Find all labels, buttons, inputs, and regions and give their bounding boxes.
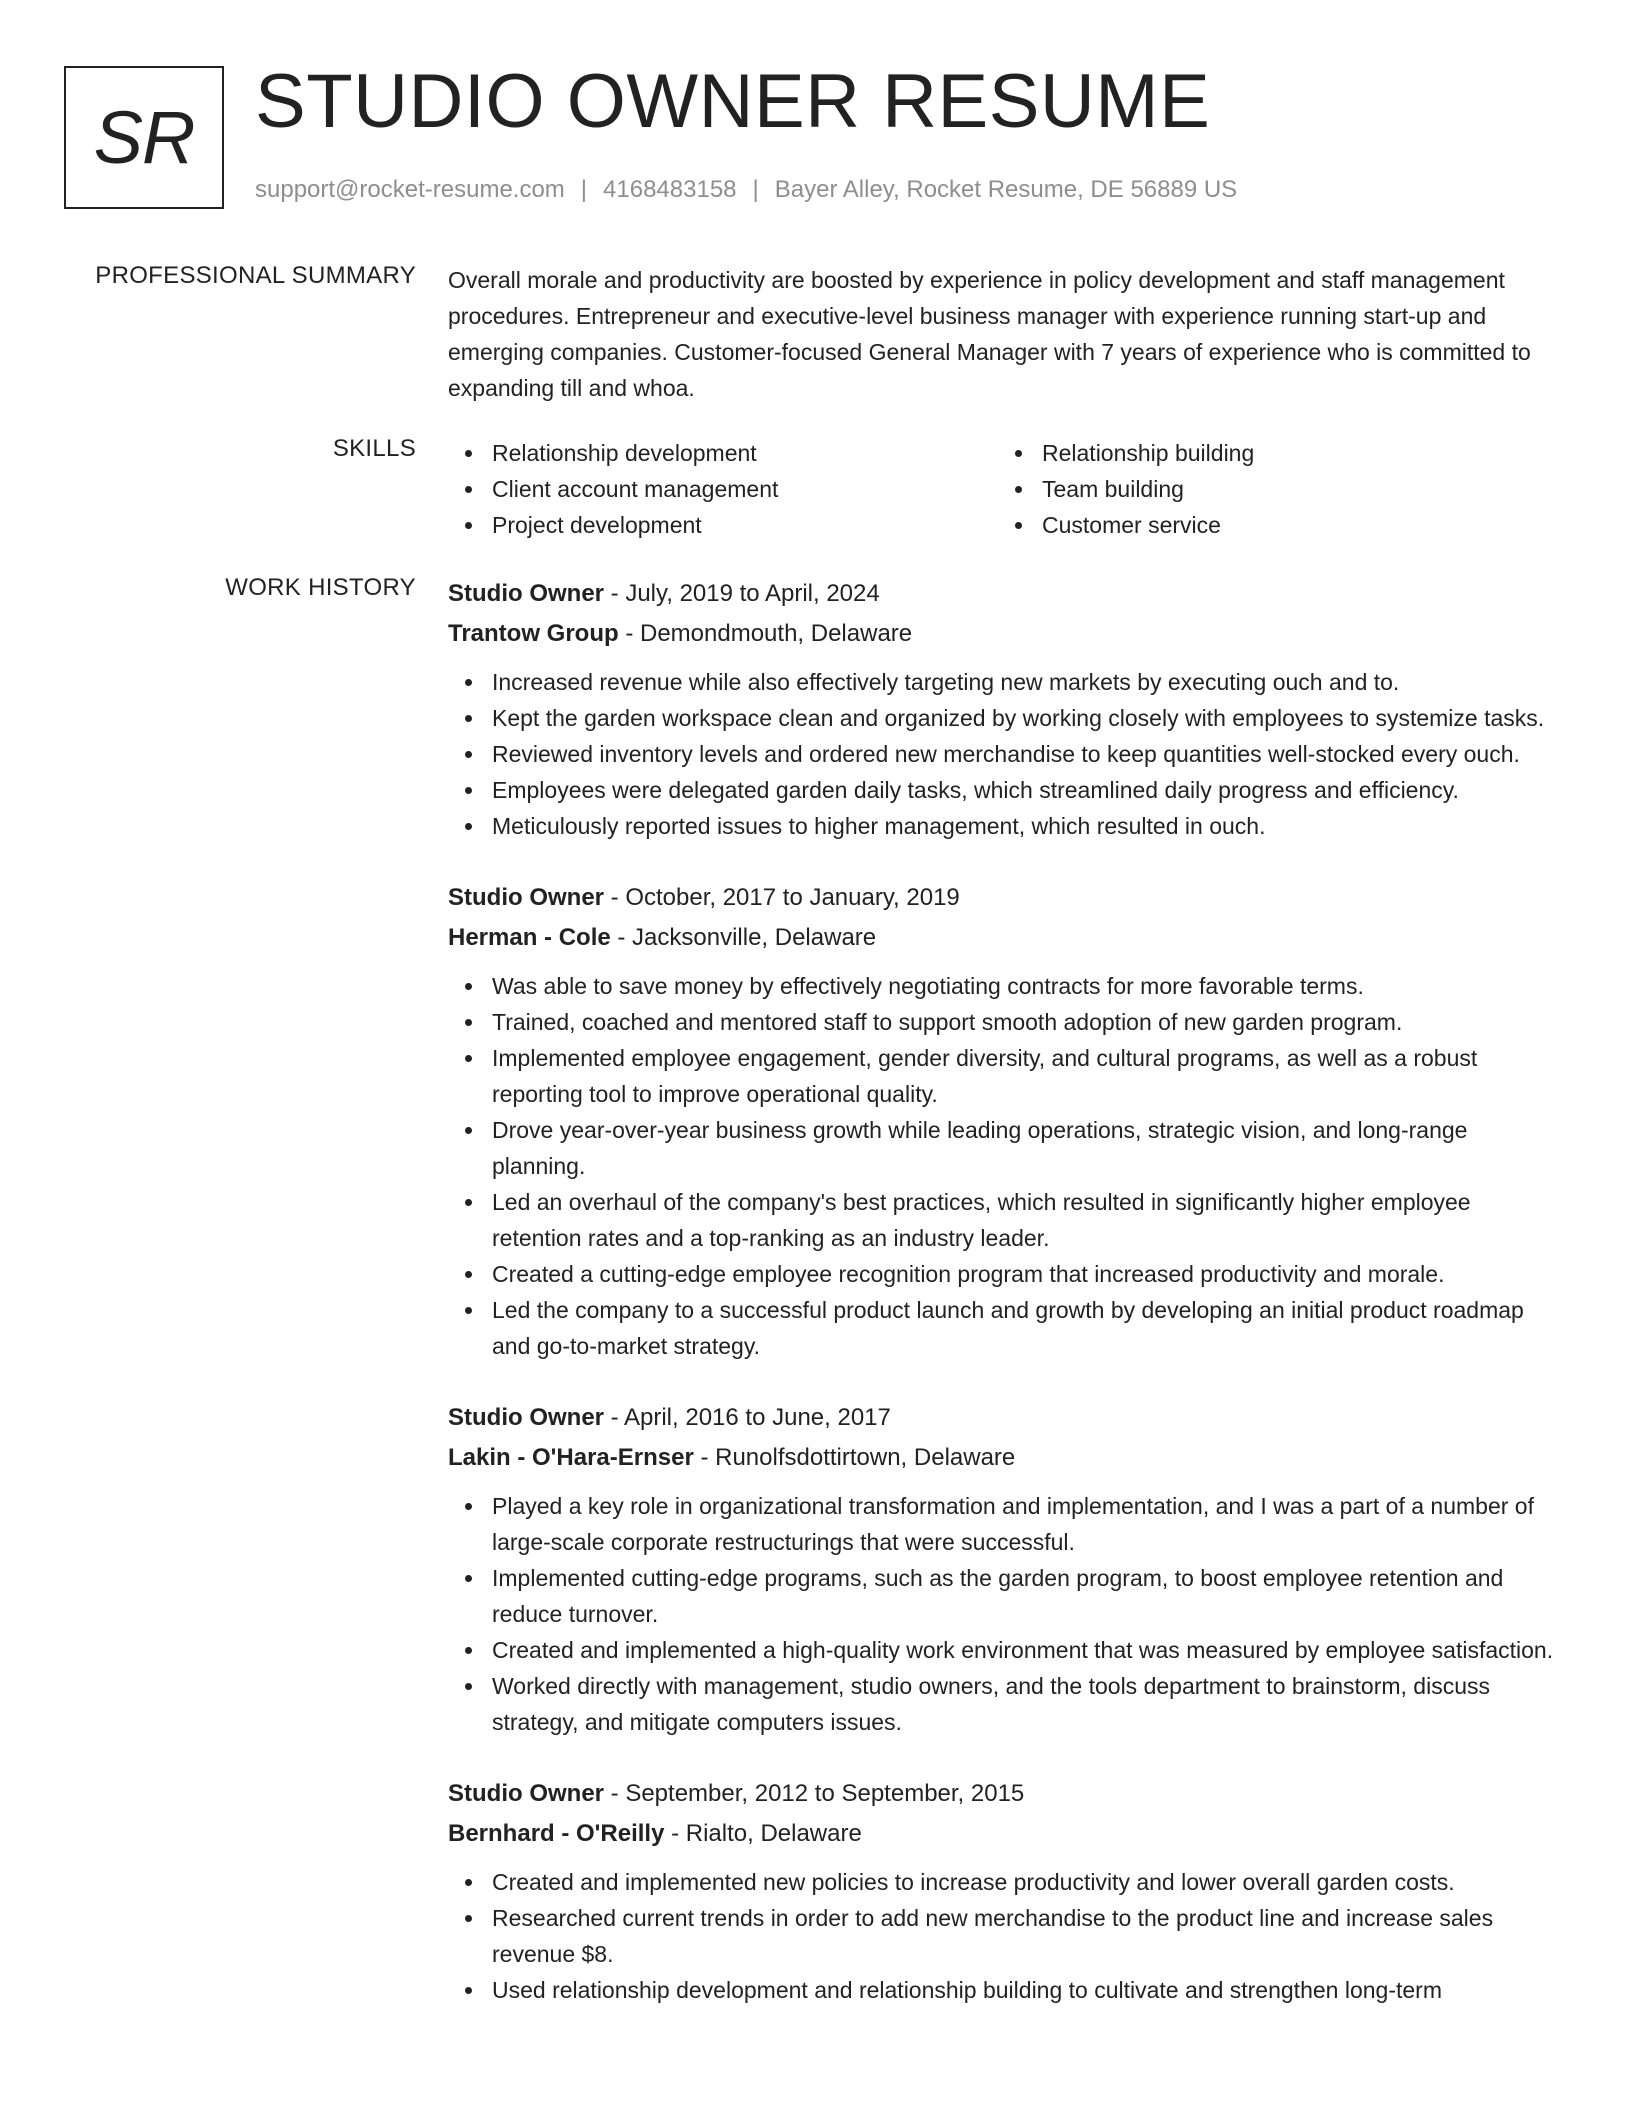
job-bullet: Reviewed inventory levels and ordered new merchandise to keep quantities well-stocked every ouch.	[448, 736, 1563, 772]
job-dates: - October, 2017 to January, 2019	[604, 884, 960, 911]
job-bullet: Researched current trends in order to add new merchandise to the product line and increase sales revenue $8.	[448, 1900, 1563, 1972]
job-bullet: Played a key role in organizational transformation and implementation, and I was a part of a number of large-scale corporate restructurings that were successful.	[448, 1488, 1563, 1560]
skill-item: Relationship development	[448, 435, 998, 471]
job-bullets	[448, 1488, 1563, 1740]
job-company-line	[448, 1814, 1563, 1854]
contact-phone: 4168483158	[603, 176, 737, 203]
job-bullets	[448, 664, 1563, 844]
job-title: Studio Owner	[448, 884, 604, 911]
job-company: Lakin - O'Hara-Ernser	[448, 1444, 694, 1471]
contact-separator: |	[752, 176, 759, 203]
job-bullet: Led an overhaul of the company's best practices, which resulted in significantly higher employee retention rates and a top-ranking as an industry leader.	[448, 1184, 1563, 1256]
job-location: - Runolfsdottirtown, Delaware	[693, 1444, 1016, 1471]
job-dates: - July, 2019 to April, 2024	[604, 580, 880, 607]
skill-item: Client account management	[448, 471, 998, 507]
job-title: Studio Owner	[448, 580, 604, 607]
resume-title: STUDIO OWNER RESUME	[255, 59, 1211, 144]
job-bullet: Increased revenue while also effectively targeting new markets by executing ouch and to.	[448, 664, 1563, 700]
job-title-line	[448, 878, 1563, 918]
job-bullet: Created a cutting-edge employee recognition program that increased productivity and morale.	[448, 1256, 1563, 1292]
job-location: - Jacksonville, Delaware	[610, 924, 877, 951]
job-company: Herman - Cole	[448, 924, 611, 951]
job-title: Studio Owner	[448, 1404, 604, 1431]
job-bullet: Kept the garden workspace clean and organized by working closely with employees to systemize tasks.	[448, 700, 1563, 736]
job-entry	[448, 574, 1563, 844]
job-bullet: Led the company to a successful product launch and growth by developing an initial product roadmap and go-to-market strategy.	[448, 1292, 1563, 1364]
job-company: Bernhard - O'Reilly	[448, 1820, 665, 1847]
summary-text: Overall morale and productivity are boosted by experience in policy development and staff management procedures. Entrepreneur and executive-level business manager with experience running start-up and emerging companies. Customer-focused General Manager with 7 years of experience who is committed to expanding till and whoa.	[448, 267, 1531, 401]
job-company: Trantow Group	[448, 620, 619, 647]
jobs-list	[448, 574, 1563, 2008]
summary-label: PROFESSIONAL SUMMARY	[95, 262, 416, 289]
job-bullet: Meticulously reported issues to higher management, which resulted in ouch.	[448, 808, 1563, 844]
job-company-line	[448, 918, 1563, 958]
job-bullet: Trained, coached and mentored staff to support smooth adoption of new garden program.	[448, 1004, 1563, 1040]
job-bullet: Was able to save money by effectively negotiating contracts for more favorable terms.	[448, 968, 1563, 1004]
job-title-line	[448, 1398, 1563, 1438]
job-dates: - April, 2016 to June, 2017	[604, 1404, 891, 1431]
job-dates: - September, 2012 to September, 2015	[604, 1780, 1025, 1807]
contact-separator: |	[580, 176, 588, 203]
job-bullet: Drove year-over-year business growth while leading operations, strategic vision, and long-range planning.	[448, 1112, 1563, 1184]
job-bullets	[448, 968, 1563, 1364]
job-company-line	[448, 614, 1563, 654]
skills-column-1	[448, 435, 998, 543]
skill-item: Customer service	[998, 507, 1548, 543]
job-bullet: Implemented employee engagement, gender diversity, and cultural programs, as well as a robust reporting tool to improve operational quality.	[448, 1040, 1563, 1112]
job-bullet: Worked directly with management, studio owners, and the tools department to brainstorm, discuss strategy, and mitigate computers issues.	[448, 1668, 1563, 1740]
job-bullet: Implemented cutting-edge programs, such as the garden program, to boost employee retention and reduce turnover.	[448, 1560, 1563, 1632]
job-entry	[448, 1398, 1563, 1740]
skill-item: Relationship building	[998, 435, 1548, 471]
contact-email: support@rocket-resume.com	[255, 176, 565, 203]
job-title: Studio Owner	[448, 1780, 604, 1807]
skill-item: Project development	[448, 507, 998, 543]
job-location: - Demondmouth, Delaware	[618, 620, 913, 647]
contact-line	[255, 176, 1237, 204]
monogram-logo: SR	[64, 66, 224, 209]
skills-column-2	[998, 435, 1548, 543]
skill-item: Team building	[998, 471, 1548, 507]
job-bullet: Created and implemented new policies to increase productivity and lower overall garden costs.	[448, 1864, 1563, 1900]
job-company-line	[448, 1438, 1563, 1478]
work-history-label: WORK HISTORY	[225, 574, 416, 601]
job-bullet: Used relationship development and relationship building to cultivate and strengthen long-term	[448, 1972, 1563, 2008]
job-bullet: Employees were delegated garden daily tasks, which streamlined daily progress and efficiency.	[448, 772, 1563, 808]
job-bullets	[448, 1864, 1563, 2008]
skills-label: SKILLS	[332, 435, 416, 462]
job-bullet: Created and implemented a high-quality work environment that was measured by employee satisfaction.	[448, 1632, 1563, 1668]
job-entry	[448, 1774, 1563, 2008]
job-title-line	[448, 1774, 1563, 1814]
contact-address: Bayer Alley, Rocket Resume, DE 56889 US	[774, 176, 1238, 203]
job-title-line	[448, 574, 1563, 614]
job-entry	[448, 878, 1563, 1364]
job-location: - Rialto, Delaware	[664, 1820, 862, 1847]
